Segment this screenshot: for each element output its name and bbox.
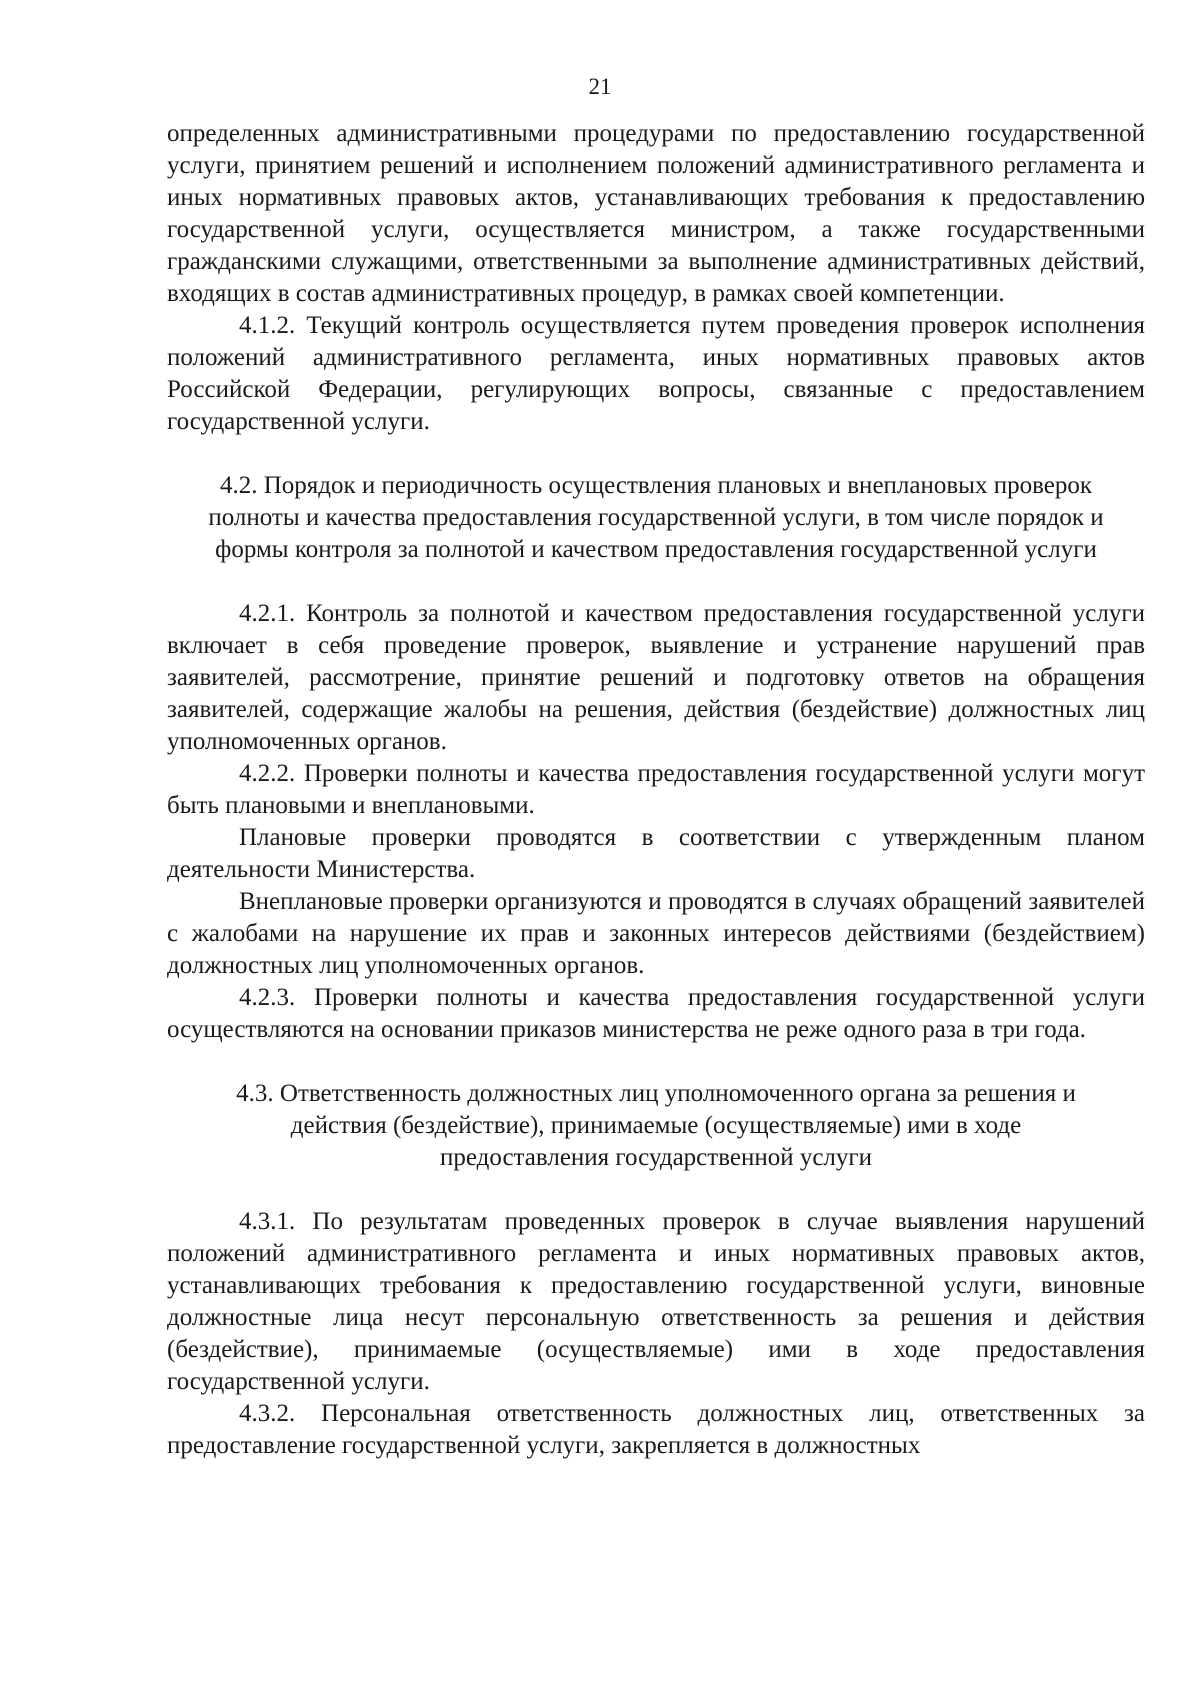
paragraph-4-2-2: 4.2.2. Проверки полноты и качества предоставления государственной услуги могут быть плановыми и внеплановыми. (167, 760, 1145, 819)
paragraph-continuation: определенных административными процедурами по предоставлению государственной услуги, принятием решений и исполнением положений административного регламента и иных нормативных правовых актов, устанавливающих требования к предоставлению государственной услуги, осуществляется министром, а также государственными гражданскими служащими, ответственными за выполнение административных действий, входящих в состав административных процедур, в рамках своей компетенции. (167, 120, 1145, 307)
spacer (167, 566, 1145, 598)
paragraph-unplanned-checks: Внеплановые проверки организуются и проводятся в случаях обращений заявителей с жалобами на нарушение их прав и законных интересов действиями (бездействием) должностных лиц уполномоченных органов. (167, 888, 1145, 979)
paragraph-4-2-1: 4.2.1. Контроль за полнотой и качеством предоставления государственной услуги включает в себя проведение проверок, выявление и устранение нарушений прав заявителей, рассмотрение, принятие решений и подготовку ответов на обращения заявителей, содержащие жалобы на решения, действия (бездействие) должностных лиц уполномоченных органов. (167, 600, 1145, 755)
paragraph-planned-checks: Плановые проверки проводятся в соответствии с утвержденным планом деятельности Министерства. (167, 824, 1145, 883)
document-body (167, 118, 1145, 1462)
spacer (167, 1174, 1145, 1206)
paragraph-4-2-3: 4.2.3. Проверки полноты и качества предоставления государственной услуги осуществляются на основании приказов министерства не реже одного раза в три года. (167, 984, 1145, 1043)
section-heading-4-2: 4.2. Порядок и периодичность осуществления плановых и внеплановых проверок полноты и качества предоставления государственной услуги, в том числе порядок и формы контроля за полнотой и качеством предоставления государственной услуги (208, 472, 1104, 563)
spacer (167, 1046, 1145, 1078)
section-heading-4-3: 4.3. Ответственность должностных лиц уполномоченного органа за решения и действия (бездействие), принимаемые (осуществляемые) ими в ходе предоставления государственной услуги (236, 1080, 1076, 1171)
paragraph-4-3-1: 4.3.1. По результатам проведенных проверок в случае выявления нарушений положений административного регламента и иных нормативных правовых актов, устанавливающих требования к предоставлению государственной услуги, виновные должностные лица несут персональную ответственность за решения и действия (бездействие), принимаемые (осуществляемые) ими в ходе предоставления государственной услуги. (167, 1208, 1145, 1395)
page-number: 21 (588, 74, 612, 99)
paragraph-4-3-2: 4.3.2. Персональная ответственность должностных лиц, ответственных за предоставление государственной услуги, закрепляется в должностных (167, 1400, 1145, 1459)
paragraph-4-1-2: 4.1.2. Текущий контроль осуществляется путем проведения проверок исполнения положений административного регламента, иных нормативных правовых актов Российской Федерации, регулирующих вопросы, связанные с предоставлением государственной услуги. (167, 312, 1145, 435)
spacer (167, 438, 1145, 470)
